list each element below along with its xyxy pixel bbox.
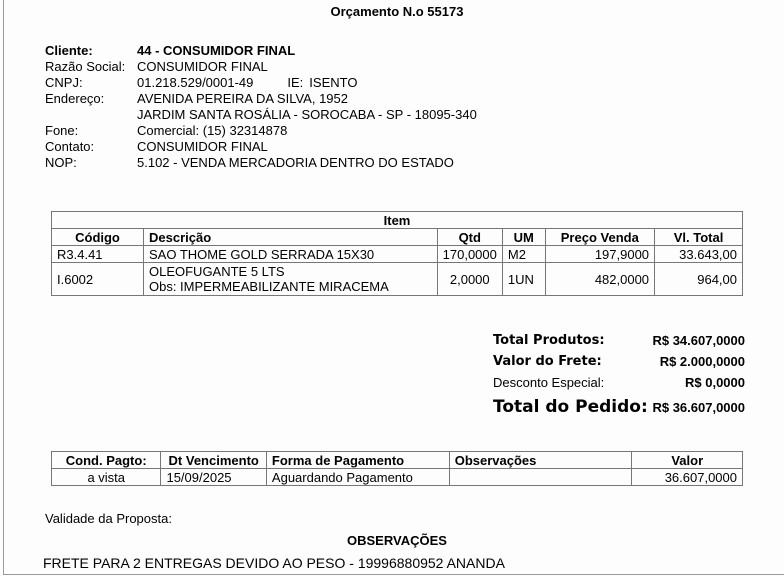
- valor-frete-value: R$ 2.000,0000: [659, 354, 745, 369]
- observacoes-title: OBSERVAÇÕES: [347, 533, 447, 548]
- contato-value: CONSUMIDOR FINAL: [137, 139, 268, 154]
- cell-cond: a vista: [52, 469, 161, 486]
- cell-descricao-text: OLEOFUGANTE 5 LTS: [148, 264, 285, 279]
- totals-block: [493, 330, 745, 421]
- header-forma-pagamento: Forma de Pagamento: [266, 452, 449, 469]
- cell-codigo: I.6002: [52, 263, 144, 296]
- cell-descricao-obs: Obs: IMPERMEABILIZANTE MIRACEMA: [148, 279, 389, 294]
- header-preco: Preço Venda: [545, 229, 655, 246]
- cliente-label: Cliente:: [45, 43, 93, 58]
- cell-preco: 482,0000: [545, 263, 655, 296]
- desconto-row: [493, 372, 745, 393]
- total-pedido-value: R$ 36.607,0000: [652, 399, 745, 415]
- payment-header-row: [52, 452, 743, 469]
- total-produtos-row: [493, 330, 745, 351]
- cliente-row: [45, 43, 477, 59]
- cell-um: M2: [502, 246, 545, 263]
- header-um: UM: [502, 229, 545, 246]
- header-valor: Valor: [632, 452, 743, 469]
- endereco-row-2: [45, 107, 477, 123]
- cell-obs: [449, 469, 632, 486]
- header-total: Vl. Total: [655, 229, 743, 246]
- cell-preco: 197,9000: [545, 246, 655, 263]
- razao-label: Razão Social:: [45, 59, 126, 74]
- cell-forma: Aguardando Pagamento: [266, 469, 449, 486]
- client-info: [45, 43, 477, 171]
- total-pedido-label: Total do Pedido:: [493, 397, 648, 417]
- items-header-row: [52, 229, 743, 246]
- nop-label: NOP:: [45, 155, 77, 170]
- nop-value: 5.102 - VENDA MERCADORIA DENTRO DO ESTADO: [137, 155, 454, 170]
- cell-total: 33.643,00: [655, 246, 743, 263]
- document-title: Orçamento N.o 55173: [330, 4, 464, 19]
- cliente-value: 44 - CONSUMIDOR FINAL: [137, 43, 296, 58]
- page-bottom-border: [3, 574, 784, 575]
- razao-value: CONSUMIDOR FINAL: [137, 59, 268, 74]
- items-title-row: [52, 212, 743, 229]
- total-pedido-row: [493, 393, 745, 421]
- cell-descricao: SAO THOME GOLD SERRADA 15X30: [143, 246, 437, 263]
- header-cond-pagto: Cond. Pagto:: [52, 452, 161, 469]
- total-produtos-value: R$ 34.607,0000: [652, 333, 745, 348]
- cell-codigo: R3.4.41: [52, 246, 144, 263]
- header-descricao: Descrição: [143, 229, 437, 246]
- fone-row: [45, 123, 477, 139]
- header-codigo: Código: [52, 229, 144, 246]
- header-qtd: Qtd: [437, 229, 502, 246]
- items-section-title: Item: [52, 212, 743, 229]
- endereco-row: [45, 91, 477, 107]
- page-left-border: [3, 0, 4, 574]
- cell-valor: 36.607,0000: [632, 469, 743, 486]
- cell-vencimento: 15/09/2025: [161, 469, 266, 486]
- ie-value: ISENTO: [309, 75, 358, 90]
- cnpj-row: [45, 75, 477, 91]
- endereco-line2: JARDIM SANTA ROSÁLIA - SOROCABA - SP - 18095-340: [137, 107, 477, 122]
- endereco-label: Endereço:: [45, 91, 105, 106]
- fone-label: Fone:: [45, 123, 79, 138]
- observacoes-text: FRETE PARA 2 ENTREGAS DEVIDO AO PESO - 19996880952 ANANDA: [43, 555, 505, 571]
- cell-qtd: 170,0000: [437, 246, 502, 263]
- payment-table: [51, 451, 743, 486]
- ie-label: IE:: [287, 75, 304, 90]
- contato-label: Contato:: [45, 139, 95, 154]
- endereco-line1: AVENIDA PEREIRA DA SILVA, 1952: [137, 91, 348, 106]
- desconto-value: R$ 0,0000: [685, 375, 745, 390]
- cell-total: 964,00: [655, 263, 743, 296]
- cell-qtd: 2,0000: [437, 263, 502, 296]
- header-dt-vencimento: Dt Vencimento: [161, 452, 266, 469]
- spacer: [45, 107, 137, 123]
- contato-row: [45, 139, 477, 155]
- razao-row: [45, 59, 477, 75]
- cell-descricao: [143, 263, 437, 296]
- validade-label: Validade da Proposta:: [45, 511, 172, 526]
- valor-frete-row: [493, 351, 745, 372]
- fone-value: Comercial: (15) 32314878: [137, 123, 288, 138]
- cell-um: 1UN: [502, 263, 545, 296]
- table-row: [52, 246, 743, 263]
- desconto-label: Desconto Especial:: [493, 375, 605, 390]
- total-produtos-label: Total Produtos:: [493, 333, 605, 348]
- table-row: [52, 263, 743, 296]
- table-row: [52, 469, 743, 486]
- nop-row: [45, 155, 477, 171]
- items-table: [51, 211, 743, 296]
- cnpj-value: 01.218.529/0001-49: [137, 75, 254, 90]
- header-observacoes: Observações: [449, 452, 632, 469]
- cnpj-label: CNPJ:: [45, 75, 83, 90]
- valor-frete-label: Valor do Frete:: [493, 354, 602, 369]
